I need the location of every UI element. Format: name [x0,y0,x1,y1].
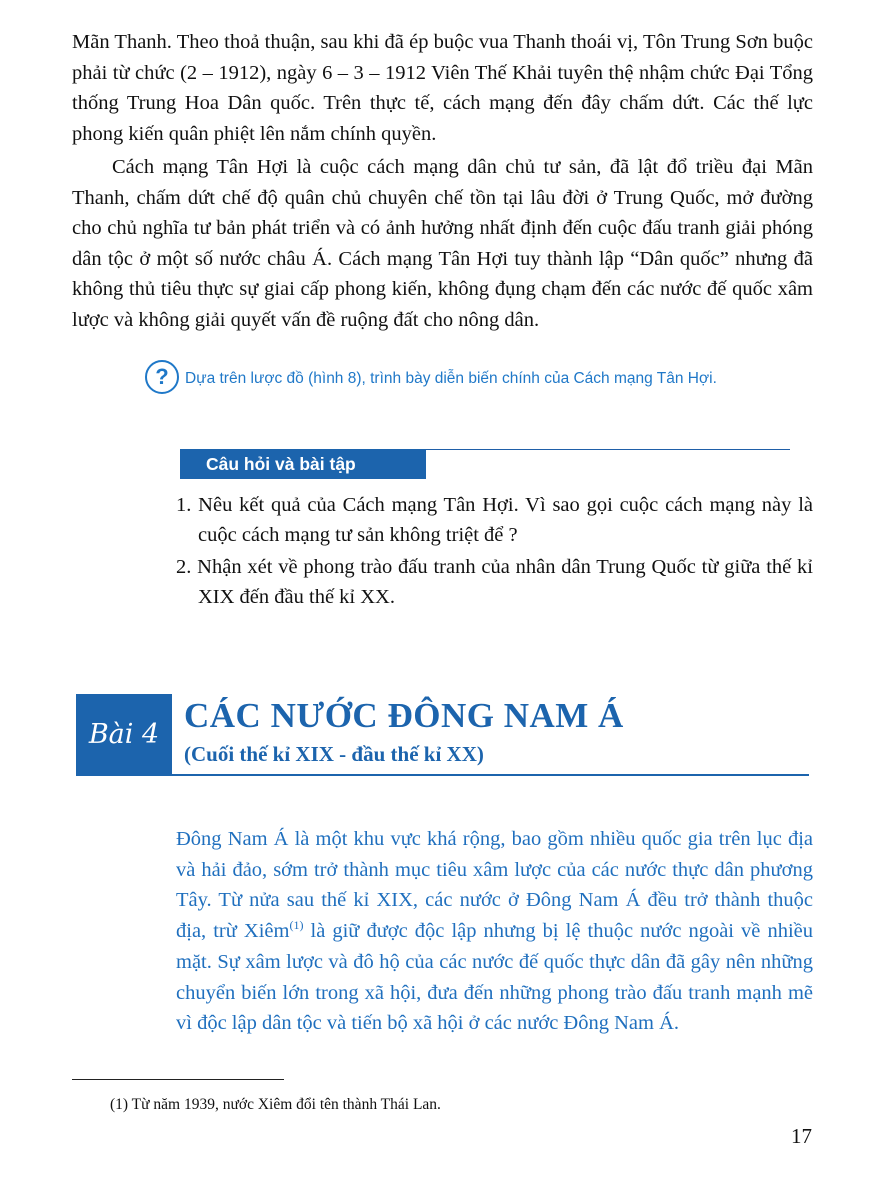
lesson-divider [76,774,809,776]
body-paragraph-2: Cách mạng Tân Hợi là cuộc cách mạng dân chủ tư sản, đã lật đổ triều đại Mãn Thanh, chấm dứt chế độ quân chủ chuyên chế tồn tại lâu đời ở Trung Quốc, mở đường cho chủ nghĩa tư bản phát triển và có ảnh hưởng nhất định đến cuộc đấu tranh giải phóng dân tộc ở một số nước châu Á. Cách mạng Tân Hợi tuy thành lập “Dân quốc” nhưng đã không thủ tiêu thực sự giai cấp phong kiến, không đụng chạm đến các nước đế quốc xâm lược và không giải quyết vấn đề ruộng đất cho nông dân. [72,156,813,331]
question-prompt [145,360,845,396]
intro-text-start: Đông Nam Á là một khu vực khá rộng, bao gồm nhiều quốc gia trên lục địa và hải đảo, sớm trở thành mục tiêu xâm lược của các nước thực dân phương Tây. Từ nửa sau thế kỉ XIX, các nước ở Đông Nam Á đều trở thành thuộc địa, trừ Xiêm [176,828,813,943]
exercise-item-2: 2. Nhận xét về phong trào đấu tranh của nhân dân Trung Quốc từ giữa thế kỉ XIX đến đầu thế kỉ XX. [176,556,813,608]
lesson-intro [176,824,813,1039]
footnote: (1) Từ năm 1939, nước Xiêm đổi tên thành Thái Lan. [110,1096,441,1113]
lesson-label: Bài 4 [76,694,172,774]
exercise-list [176,490,813,614]
lesson-title: CÁC NƯỚC ĐÔNG NAM Á [184,696,624,735]
question-text: Dựa trên lược đồ (hình 8), trình bày diễn biến chính của Cách mạng Tân Hợi. [185,370,717,387]
exercise-item-1: 1. Nêu kết quả của Cách mạng Tân Hợi. Vì sao gọi cuộc cách mạng này là cuộc cách mạng tư sản không triệt để ? [176,494,813,546]
intro-text-end: là giữ được độc lập nhưng bị lệ thuộc nước ngoài về nhiều mặt. Sự xâm lược và đô hộ của các nước đế quốc thực dân đã gây nên những chuyển biến lớn trong xã hội, đưa đến những phong trào đấu tranh mạnh mẽ vì độc lập dân tộc và tiến bộ xã hội ở các nước Đông Nam Á. [176,920,813,1035]
exercise-heading: Câu hỏi và bài tập [180,449,426,479]
footnote-ref: (1) [289,918,304,933]
body-paragraph-1: Mãn Thanh. Theo thoả thuận, sau khi đã ép buộc vua Thanh thoái vị, Tôn Trung Sơn buộc phải từ chức (2 – 1912), ngày 6 – 3 – 1912 Viên Thế Khải tuyên thệ nhậm chức Đại Tổng thống Trung Hoa Dân quốc. Trên thực tế, cách mạng đến đây chấm dứt. Các thế lực phong kiến quân phiệt lên nắm chính quyền. [72,31,813,145]
footnote-divider [72,1079,284,1080]
page-number: 17 [791,1124,812,1148]
lesson-subtitle: (Cuối thế kỉ XIX - đầu thế kỉ XX) [184,742,484,766]
question-circle-icon: ? [145,360,179,394]
